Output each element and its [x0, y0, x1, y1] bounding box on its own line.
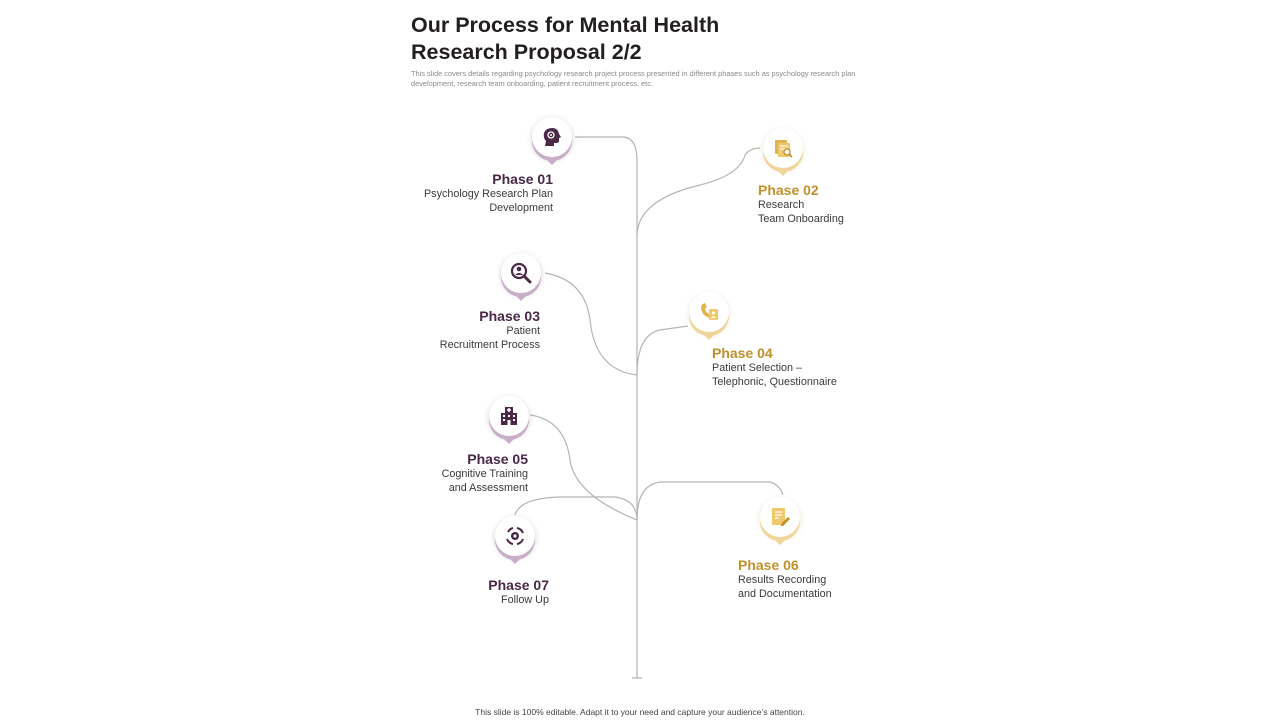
phase-02-title: Phase 02 [758, 182, 819, 198]
phase-01-text [400, 171, 553, 215]
phase-05-text [380, 451, 528, 495]
phase-06-icon-badge [760, 497, 800, 537]
phase-03-title: Phase 03 [479, 308, 540, 324]
phase-02-desc-line-2: Team Onboarding [758, 213, 844, 225]
phase-05-icon-badge [489, 396, 529, 436]
phase-05-desc-line-1: Cognitive Training [441, 468, 528, 480]
phase-01-title: Phase 01 [492, 171, 553, 187]
footer-note: This slide is 100% editable. Adapt it to your need and capture your audience’s attention. [475, 707, 805, 717]
branch-phase-04 [637, 326, 688, 375]
brain-head-icon [540, 125, 564, 149]
phase-06-text [738, 557, 918, 601]
phase-02-icon-badge [763, 128, 803, 168]
phone-contact-icon [697, 300, 721, 324]
documents-search-icon [771, 136, 795, 160]
phase-03-text [390, 308, 540, 352]
phase-02-desc-line-1: Research [758, 199, 805, 211]
phase-04-icon-badge [689, 292, 729, 332]
phase-04-desc-line-1: Patient Selection – [712, 362, 803, 374]
phase-06-desc-line-2: and Documentation [738, 588, 832, 600]
phase-05-desc-line-2: and Assessment [448, 482, 528, 494]
phase-05-title: Phase 05 [467, 451, 528, 467]
phase-07-desc-line-1: Follow Up [500, 594, 549, 606]
branch-phase-01 [575, 137, 637, 160]
branch-phase-07 [515, 497, 637, 520]
phase-01-desc-line-1: Psychology Research Plan [423, 188, 553, 200]
phase-02-text [758, 182, 928, 226]
gear-cycle-icon [503, 524, 527, 548]
person-search-icon [509, 261, 533, 285]
phase-04-text [712, 345, 902, 389]
branch-phase-02 [637, 148, 760, 236]
phase-03-desc-line-1: Patient [506, 325, 540, 337]
branch-phase-05 [530, 415, 637, 520]
phase-03-desc-line-2: Recruitment Process [439, 339, 540, 351]
phase-01-icon-badge [532, 117, 572, 157]
phase-04-desc-line-2: Telephonic, Questionnaire [712, 376, 837, 388]
document-edit-icon [768, 505, 792, 529]
phase-03-icon-badge [501, 253, 541, 293]
phase-06-desc-line-1: Results Recording [738, 574, 827, 586]
phase-07-text [400, 577, 549, 607]
phase-07-title: Phase 07 [488, 577, 549, 593]
hospital-building-icon [497, 404, 521, 428]
phase-01-desc-line-2: Development [489, 202, 553, 214]
title-line-2: Research Proposal 2/2 [411, 40, 642, 64]
phase-07-icon-badge [495, 516, 535, 556]
branch-phase-03 [545, 273, 637, 375]
phase-06-title: Phase 06 [738, 557, 799, 573]
title-line-1: Our Process for Mental Health [411, 13, 720, 37]
phase-04-title: Phase 04 [712, 345, 773, 361]
page-subtitle: This slide covers details regarding psychology research project process presented in different phases such as psychology research plan development, research team onboarding, patient recruitment process, etc. [411, 69, 856, 88]
